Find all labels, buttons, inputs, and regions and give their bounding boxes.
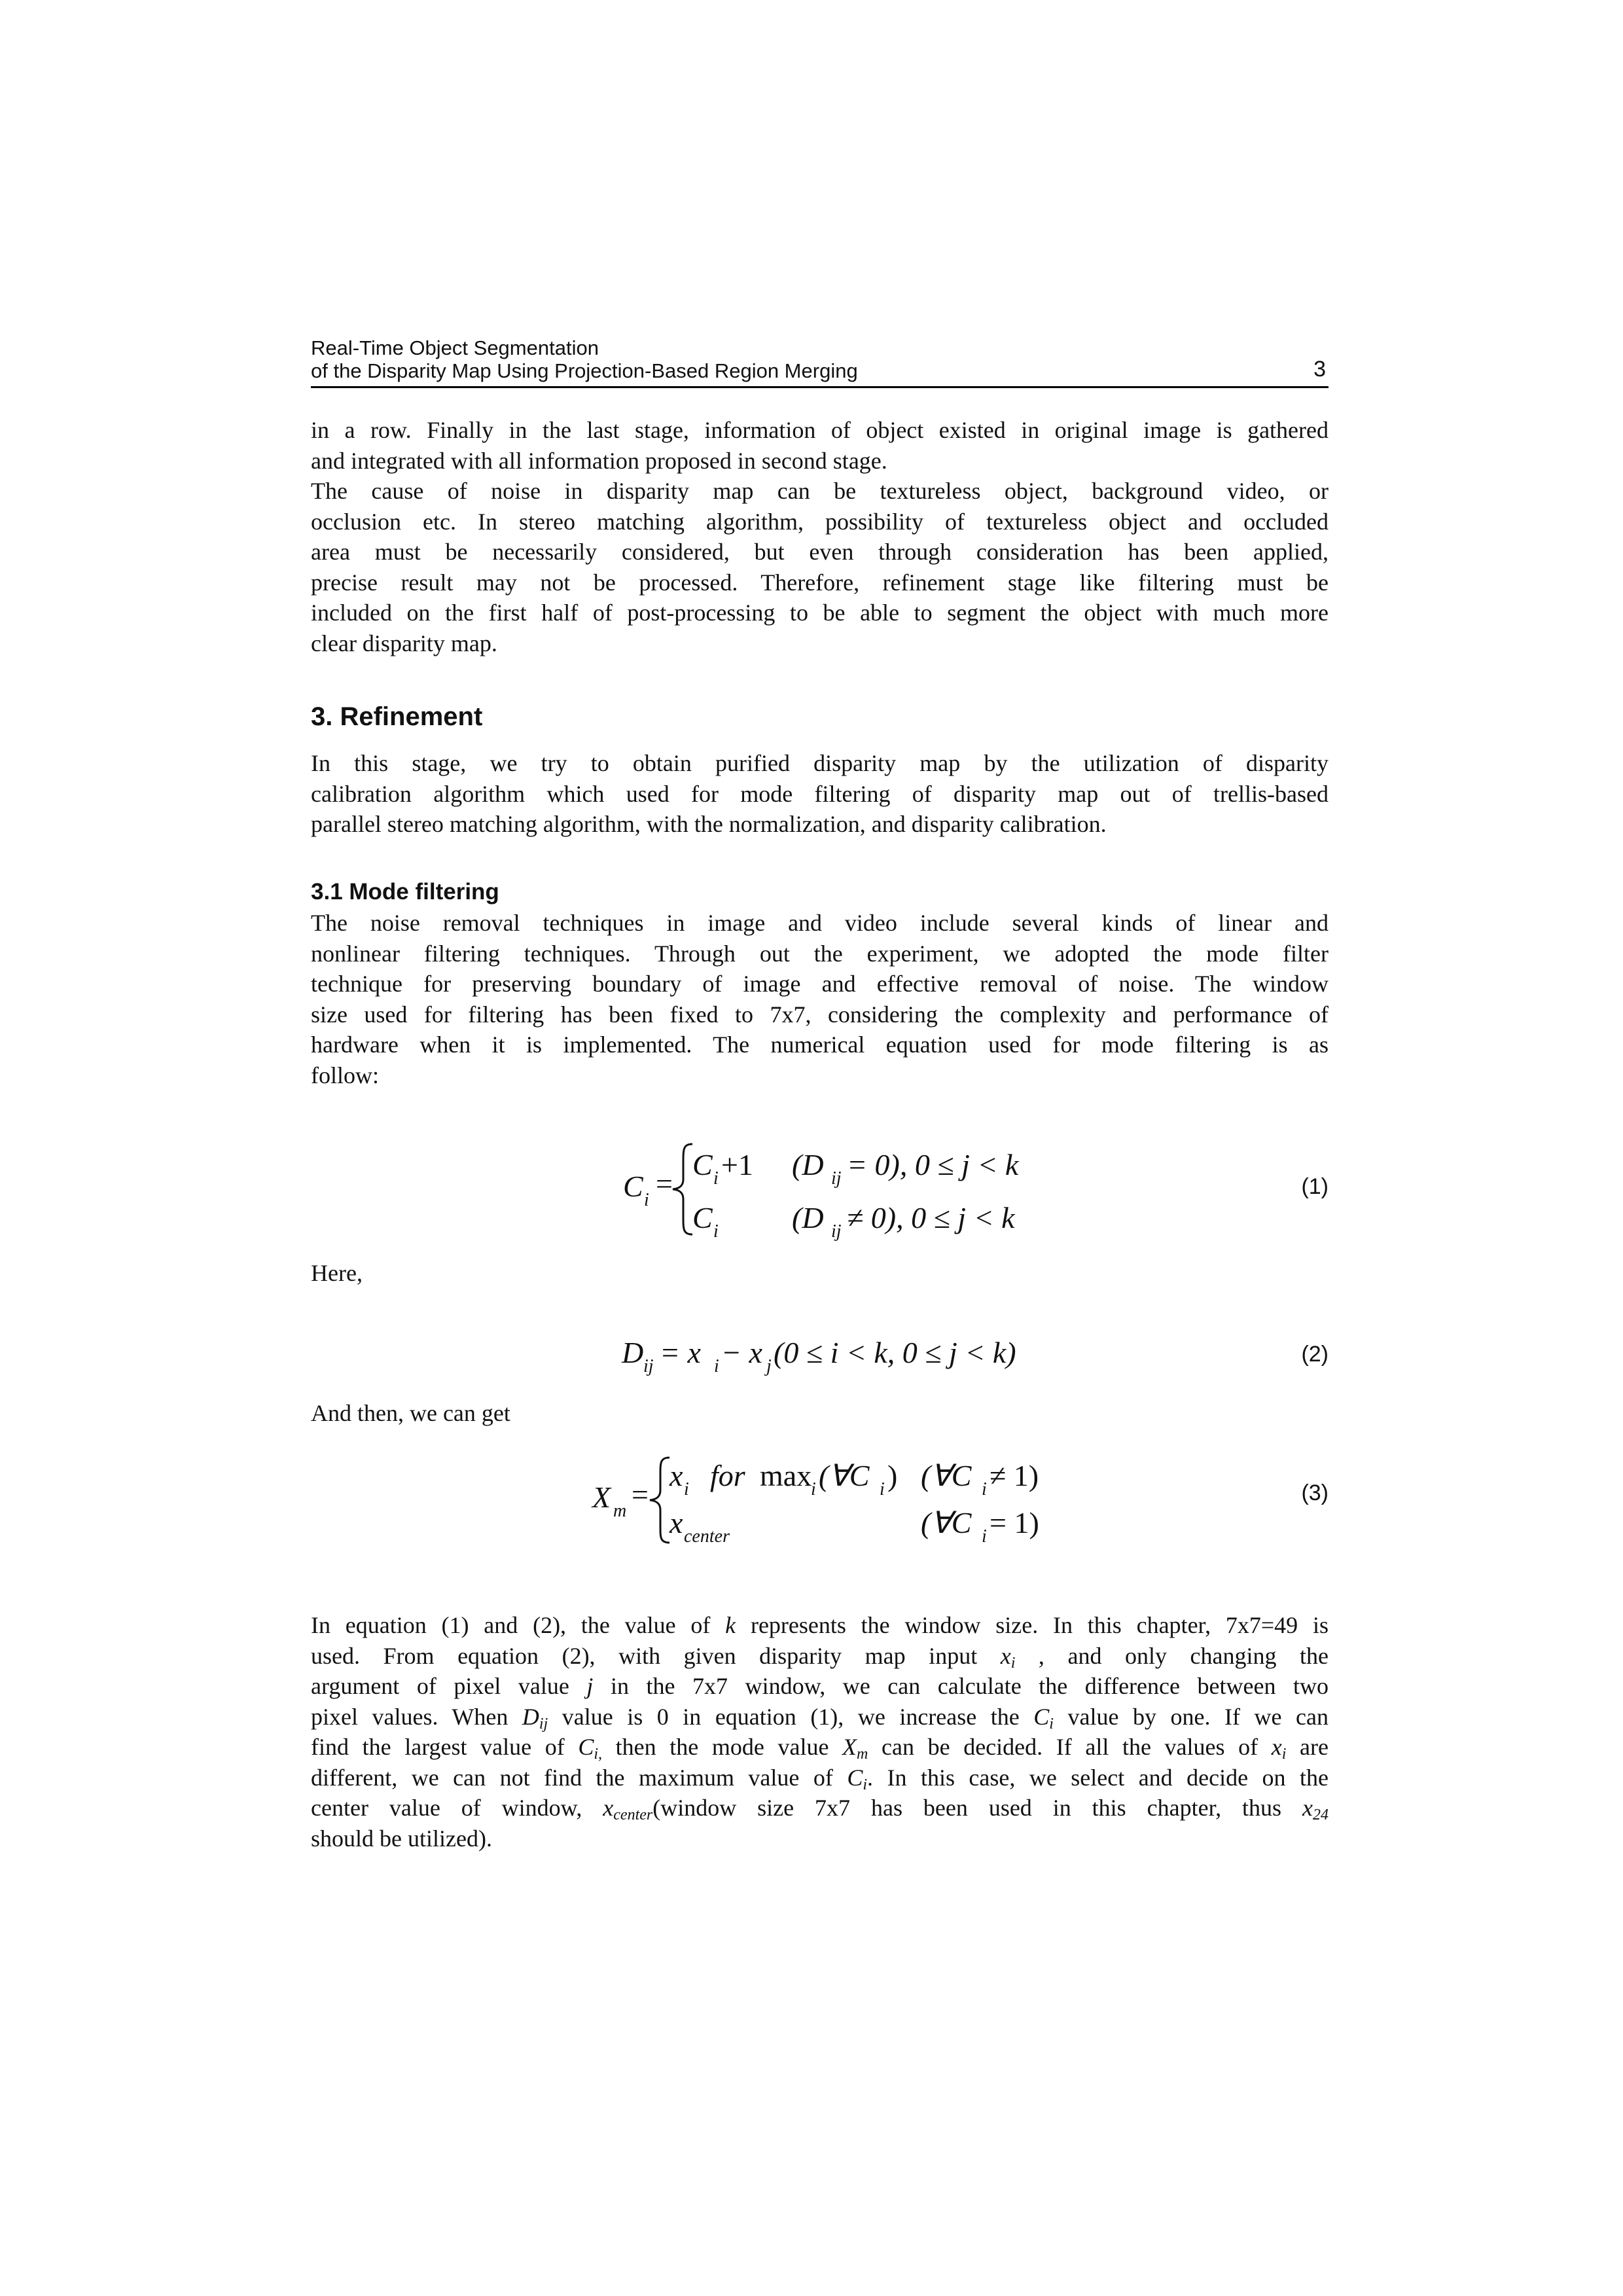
text-line: included on the first half of post-processing to be able to segment the object with much more — [311, 600, 1329, 626]
eq3-equals: = — [632, 1478, 649, 1511]
text-line: precise result may not be processed. Therefore, refinement stage like filtering must be — [311, 569, 1329, 596]
eq3-brace — [650, 1458, 669, 1543]
text-line: parallel stereo matching algorithm, with the normalization, and disparity calibration. — [311, 811, 1107, 837]
subsection-heading: 3.1 Mode filtering — [311, 879, 499, 905]
running-header — [311, 336, 1329, 388]
text-line: In equation (1) and (2), the value of k represents the window size. In this chapter, 7x7=49 is — [311, 1612, 1329, 1638]
page-number: 3 — [1313, 357, 1326, 382]
eq1-row1-cond-sub: ij — [831, 1168, 842, 1189]
eq1-equals: = — [656, 1167, 673, 1200]
eq1-row1-tail: +1 — [721, 1148, 753, 1181]
eq1-lhs-sub: i — [644, 1190, 649, 1210]
eq3-lhs: X — [592, 1480, 611, 1514]
eq2-rhs-mid: − x — [721, 1336, 762, 1369]
text-line: find the largest value of $C_{i,}$ then the mode value $X_m$ can be decided. If all the values of $x_i$ are — [311, 1734, 1329, 1763]
eq3-row1-arg-sub: i — [880, 1479, 885, 1499]
eq2-rhs-sub2: j — [766, 1356, 772, 1376]
eq3-row1-cond-tail: ≠ 1) — [990, 1459, 1039, 1492]
text-line: different, we can not find the maximum value of $C_i$. In this case, we select and decide on the — [311, 1764, 1329, 1793]
eq3-lhs-sub: m — [613, 1501, 627, 1521]
equation-3 — [586, 1443, 1057, 1554]
text-line: calibration algorithm which used for mode filtering of disparity map out of trellis-based — [311, 780, 1329, 807]
eq1-row2-sub: i — [713, 1221, 719, 1242]
eq3-row2-cond-sub: i — [982, 1526, 987, 1547]
eq2-rhs-sub1: i — [714, 1356, 719, 1376]
text-line: size used for filtering has been fixed to 7x7, considering the complexity and performance of — [311, 1001, 1329, 1028]
intro-paragraph — [311, 415, 1329, 658]
text-line: technique for preserving boundary of image and effective removal of noise. The window — [311, 971, 1329, 997]
eq1-row2-cond: (D — [792, 1201, 824, 1234]
eq3-row1-cond: (∀C — [921, 1459, 972, 1492]
eq3-row2-var-sub: center — [684, 1526, 730, 1547]
equation-number: (1) — [1301, 1174, 1329, 1199]
eq3-row2-cond: (∀C — [921, 1506, 972, 1539]
text-line: area must be necessarily considered, but even through consideration has been applied, — [311, 539, 1329, 565]
eq3-row1-cond-sub: i — [982, 1479, 987, 1499]
text-line: hardware when it is implemented. The numerical equation used for mode filtering is as — [311, 1031, 1329, 1058]
text-line: and integrated with all information proposed in second stage. — [311, 447, 887, 474]
eq3-row1-max-sub: i — [811, 1479, 816, 1499]
equation-1 — [609, 1126, 1067, 1244]
equation-number: (3) — [1301, 1480, 1329, 1505]
text-line: The noise removal techniques in image and video include several kinds of linear and — [311, 910, 1329, 936]
eq2-lhs-sub: ij — [643, 1356, 654, 1376]
eq3-row1-var-sub: i — [684, 1479, 689, 1499]
eq1-row1-cond: (D — [792, 1148, 824, 1181]
eq2-rhs: = x — [660, 1336, 701, 1369]
eq3-row2-cond-tail: = 1) — [990, 1506, 1039, 1539]
text-line: pixel values. When $D_{ij}$ value is 0 in equation (1), we increase the $C_i$ value by one. If we can — [311, 1703, 1329, 1732]
and-then-text: And then, we can get — [311, 1400, 510, 1426]
equation-number: (2) — [1301, 1342, 1329, 1367]
eq3-row1-max: max — [760, 1459, 812, 1492]
text-line: The cause of noise in disparity map can be textureless object, background video, or — [311, 478, 1329, 504]
section-heading: 3. Refinement — [311, 702, 483, 731]
eq3-row1-for: for — [710, 1459, 745, 1492]
eq1-row1-cond-tail: = 0), 0 ≤ j < k — [847, 1148, 1019, 1181]
equation-2 — [622, 1329, 1047, 1381]
eq1-row1-sub: i — [713, 1168, 719, 1189]
eq3-row2-var: x — [669, 1506, 683, 1539]
header-title-line2: of the Disparity Map Using Projection-Based Region Merging — [311, 359, 858, 382]
eq2-lhs: D — [622, 1336, 644, 1369]
text-line: follow: — [311, 1062, 379, 1088]
eq1-lhs: C — [623, 1170, 643, 1203]
text-line: argument of pixel value j in the 7x7 window, we can calculate the difference between two — [311, 1673, 1329, 1699]
eq1-row2-cond-tail: ≠ 0), 0 ≤ j < k — [847, 1201, 1015, 1234]
eq2-rhs-tail: (0 ≤ i < k, 0 ≤ j < k) — [774, 1336, 1016, 1369]
eq3-row1-arg: (∀C — [819, 1459, 870, 1492]
closing-paragraph — [311, 1610, 1329, 1854]
section31-paragraph — [311, 908, 1329, 1090]
eq1-brace — [673, 1144, 692, 1234]
text-line: center value of window, $x_{center}(window$ size 7x7 has been used in this chapter, thus $x_{24}$ — [311, 1795, 1329, 1823]
text-line: occlusion etc. In stereo matching algorithm, possibility of textureless object and occluded — [311, 508, 1329, 535]
eq3-row1-var: x — [669, 1459, 683, 1492]
text-line: In this stage, we try to obtain purified disparity map by the utilization of disparity — [311, 750, 1329, 776]
eq3-row1-arg-tail: ) — [887, 1459, 898, 1492]
text-line: used. From equation (2), with given disparity map input $x_i$ , and only changing the — [311, 1642, 1329, 1672]
header-title-line1: Real-Time Object Segmentation — [311, 336, 599, 359]
here-text: Here, — [311, 1260, 363, 1286]
text-line: clear disparity map. — [311, 630, 497, 656]
text-line: should be utilized). — [311, 1825, 492, 1852]
text-line: nonlinear filtering techniques. Through out the experiment, we adopted the mode filter — [311, 940, 1329, 967]
section3-paragraph — [311, 748, 1329, 840]
text-line: in a row. Finally in the last stage, information of object existed in original image is gathered — [311, 417, 1329, 443]
eq1-row2-var: C — [692, 1201, 713, 1234]
eq1-row1-var: C — [692, 1148, 713, 1181]
eq1-row2-cond-sub: ij — [831, 1221, 842, 1242]
